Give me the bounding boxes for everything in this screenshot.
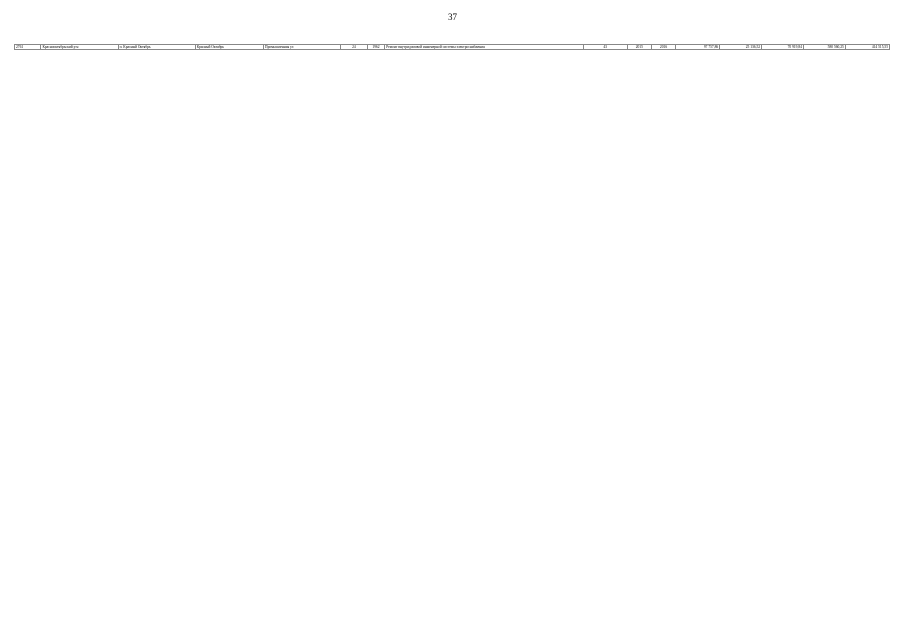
cell-start: 2015 [627,45,651,50]
cell-settlement: п. Красный Октябрь [118,45,195,50]
register-table [14,44,890,50]
cell-end: 2016 [651,45,675,50]
cell-house: 24 [341,45,367,50]
page-number: 37 [448,12,457,22]
register-table-body [15,45,890,50]
cell-index: 2761 [15,45,41,50]
cell-owners: 580 560,25 [803,45,845,50]
cell-total: 414 515,55 [845,45,889,50]
cell-street: Промышленная ул [264,45,341,50]
cell-cost: 97 757,86 [676,45,720,50]
cell-budget: 70 919,84 [762,45,804,50]
cell-district: Краснооктябрьский р-н [41,45,118,50]
cell-work: Ремонт внутридомовой инженерной системы электроснабжения [385,45,583,50]
cell-area: 43 [583,45,627,50]
table-row [15,45,890,50]
cell-year: 1962 [367,45,385,50]
cell-fund: 25 136,52 [720,45,762,50]
cell-locality: Красный Октябрь [195,45,263,50]
